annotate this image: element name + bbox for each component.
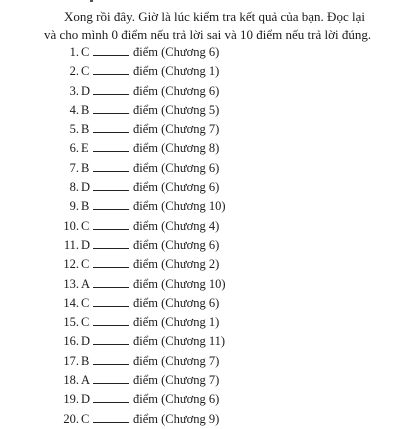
answer-row [60, 101, 226, 120]
question-number: 13. [63, 276, 79, 291]
question-number: 3. [69, 83, 79, 98]
score-blank-line [93, 208, 129, 210]
answer-letter: B [81, 353, 90, 368]
score-chapter-label: điểm (Chương 6) [133, 237, 220, 252]
score-blank-line [93, 421, 129, 423]
answer-letter: A [81, 373, 91, 388]
answer-row [60, 197, 226, 216]
question-number: 20. [63, 411, 79, 426]
question-number: 10. [63, 218, 79, 233]
question-number: 9. [69, 199, 79, 214]
answer-letter: C [81, 411, 90, 426]
score-blank-line [93, 401, 129, 403]
answer-row [60, 43, 226, 62]
question-number: 7. [69, 160, 79, 175]
answer-row [60, 217, 226, 236]
answer-row [60, 371, 226, 390]
answer-row [60, 332, 226, 351]
question-number: 11. [63, 237, 79, 252]
answer-letter: C [81, 45, 90, 59]
question-number: 8. [69, 180, 79, 195]
answer-letter: E [81, 141, 89, 156]
answer-letter: C [81, 64, 90, 79]
answer-row [60, 139, 226, 158]
score-chapter-label: điểm (Chương 7) [133, 353, 220, 368]
answer-letter: C [81, 218, 90, 233]
question-number: 12. [63, 257, 79, 272]
score-chapter-label: điểm (Chương 1) [133, 64, 220, 79]
score-chapter-label: điểm (Chương 6) [133, 180, 220, 195]
answer-row [60, 159, 226, 178]
score-blank-line [93, 382, 129, 384]
score-blank-line [93, 305, 129, 307]
question-number: 1. [69, 45, 79, 59]
answer-row [60, 294, 226, 313]
score-chapter-label: điểm (Chương 10) [133, 199, 226, 214]
question-number: 2. [69, 64, 79, 79]
score-chapter-label: điểm (Chương 8) [133, 141, 220, 156]
score-blank-line [93, 112, 129, 114]
intro-line-2: và cho mình 0 điểm nếu trả lời sai và 10 điểm nếu trả lời đúng. [44, 27, 372, 42]
score-blank-line [93, 228, 129, 230]
score-chapter-label: điểm (Chương 1) [133, 315, 220, 330]
score-blank-line [93, 131, 129, 133]
score-blank-line [93, 324, 129, 326]
answer-row [60, 410, 226, 429]
question-number: 19. [63, 392, 79, 407]
score-blank-line [93, 189, 129, 191]
score-chapter-label: điểm (Chương 11) [133, 334, 226, 349]
question-number: 15. [63, 315, 79, 330]
score-chapter-label: điểm (Chương 2) [133, 257, 220, 272]
answer-row [60, 236, 226, 255]
score-blank-line [93, 170, 129, 172]
score-blank-line [93, 363, 129, 365]
score-chapter-label: điểm (Chương 6) [133, 83, 220, 98]
score-blank-line [93, 286, 129, 288]
score-blank-line [93, 73, 129, 75]
score-chapter-label: điểm (Chương 6) [133, 45, 220, 59]
intro-line-1: Xong rồi đây. Giờ là lúc kiểm tra kết quả của bạn. Đọc lại [64, 9, 365, 24]
answer-row [60, 313, 226, 332]
answer-letter: A [81, 276, 91, 291]
score-blank-line [93, 266, 129, 268]
answer-letter: D [81, 392, 91, 407]
answer-list [60, 43, 226, 429]
answer-letter: D [81, 334, 91, 349]
score-chapter-label: điểm (Chương 6) [133, 295, 220, 310]
score-blank-line [93, 247, 129, 249]
score-chapter-label: điểm (Chương 4) [133, 218, 220, 233]
score-chapter-label: điểm (Chương 6) [133, 160, 220, 175]
answer-letter: C [81, 315, 90, 330]
answer-row [60, 275, 226, 294]
question-number: 14. [63, 295, 79, 310]
answer-letter: C [81, 295, 90, 310]
question-number: 18. [63, 373, 79, 388]
score-blank-line [93, 93, 129, 95]
answer-letter: D [81, 237, 91, 252]
question-number: 16. [63, 334, 79, 349]
answer-row [60, 178, 226, 197]
page-edge-mark [90, 0, 93, 2]
answer-letter: B [81, 102, 90, 117]
question-number: 4. [69, 102, 79, 117]
answer-letter: B [81, 199, 90, 214]
answer-row [60, 255, 226, 274]
question-number: 17. [63, 353, 79, 368]
answer-letter: C [81, 257, 90, 272]
score-chapter-label: điểm (Chương 7) [133, 122, 220, 137]
score-blank-line [93, 54, 129, 56]
score-chapter-label: điểm (Chương 6) [133, 392, 220, 407]
score-blank-line [93, 150, 129, 152]
intro-paragraph [44, 8, 374, 44]
answer-row [60, 352, 226, 371]
score-chapter-label: điểm (Chương 5) [133, 102, 220, 117]
score-chapter-label: điểm (Chương 10) [133, 276, 226, 291]
answer-letter: B [81, 160, 90, 175]
score-blank-line [93, 343, 129, 345]
score-chapter-label: điểm (Chương 9) [133, 411, 220, 426]
answer-letter: D [81, 180, 91, 195]
question-number: 6. [69, 141, 79, 156]
question-number: 5. [69, 122, 79, 137]
answer-letter: D [81, 83, 91, 98]
answer-row [60, 82, 226, 101]
answer-row [60, 62, 226, 81]
score-chapter-label: điểm (Chương 7) [133, 373, 220, 388]
answer-letter: B [81, 122, 90, 137]
answer-row [60, 120, 226, 139]
